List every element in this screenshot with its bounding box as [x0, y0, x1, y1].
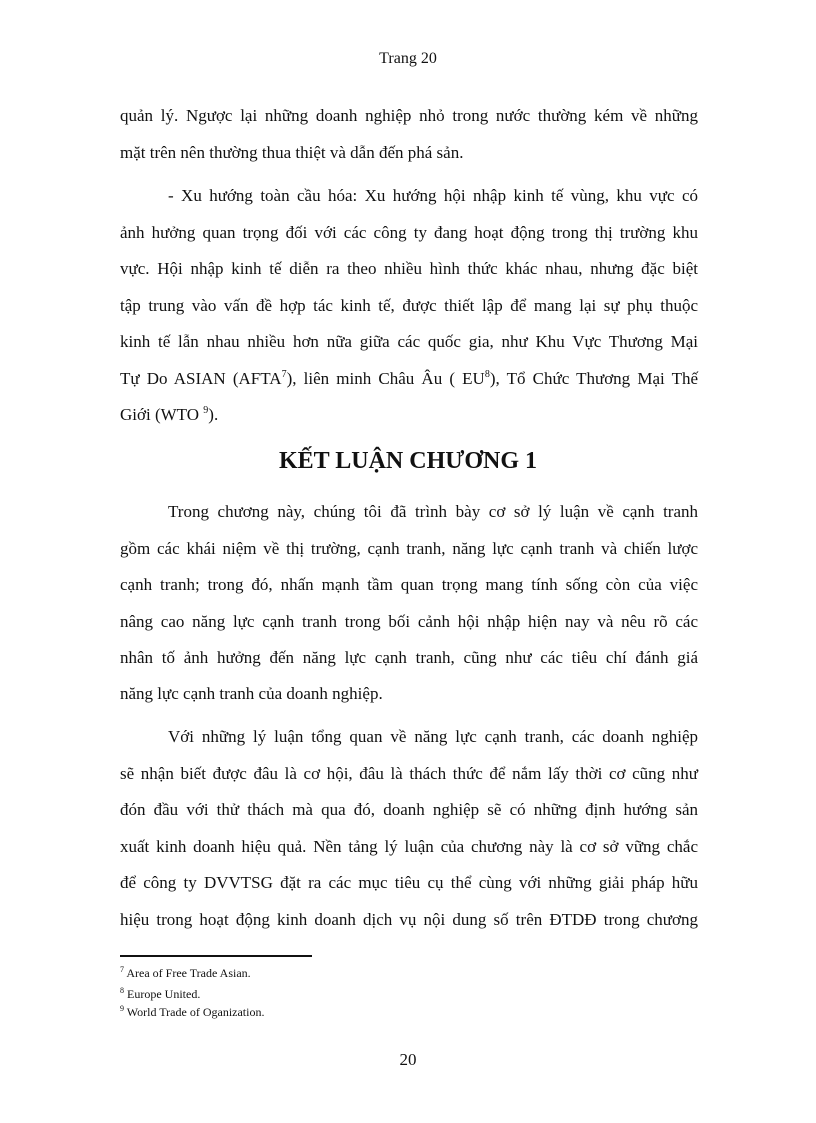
- body-text-line: mặt trên nên thường thua thiệt và dẫn đến phá sản.: [120, 143, 464, 162]
- body-text-line: gồm các khái niệm về thị trường, cạnh tranh, năng lực cạnh tranh và chiến lược: [120, 539, 698, 558]
- body-text-line: hiệu trong hoạt động kinh doanh dịch vụ nội dung số trên ĐTDĐ trong chương: [120, 910, 698, 929]
- chapter-conclusion-heading: KẾT LUẬN CHƯƠNG 1: [278, 448, 538, 474]
- body-text-line: Với những lý luận tổng quan về năng lực cạnh tranh, các doanh nghiệp: [168, 727, 698, 746]
- body-text-line: nhân tố ảnh hưởng đến năng lực cạnh tranh, cũng như các tiêu chí đánh giá: [120, 648, 698, 667]
- body-text-line: quản lý. Ngược lại những doanh nghiệp nhỏ trong nước thường kém về những: [120, 106, 698, 125]
- footnote-ref-8[interactable]: 8: [484, 369, 490, 380]
- text-segment: ).: [208, 405, 219, 424]
- body-text-line: để công ty DVVTSG đặt ra các mục tiêu cụ thể cùng với những giải pháp hữu: [120, 873, 698, 892]
- body-text-line: ảnh hưởng quan trọng đối với các công ty đang hoạt động trong thị trường khu: [120, 223, 698, 242]
- body-text-line: [120, 403, 698, 427]
- footnote-number: 9: [120, 1004, 124, 1013]
- body-text-line: xuất kinh doanh hiệu quả. Nền tảng lý luận của chương này là cơ sở vững chắc: [120, 837, 698, 856]
- body-text-line: sẽ nhận biết được đâu là cơ hội, đâu là thách thức để nắm lấy thời cơ cũng như: [120, 764, 698, 783]
- footnote-ref-7[interactable]: 7: [281, 369, 287, 380]
- body-text-line: cạnh tranh; trong đó, nhấn mạnh tầm quan trọng mang tính sống còn của việc: [120, 575, 698, 594]
- body-text-line: tập trung vào vấn đề hợp tác kinh tế, được thiết lập để mang lại sự phụ thuộc: [120, 296, 698, 315]
- body-text-line: nâng cao năng lực cạnh tranh trong bối cảnh hội nhập hiện nay và nêu rõ các: [120, 612, 698, 631]
- footnote-separator: [120, 955, 312, 957]
- body-text-line: vực. Hội nhập kinh tế diễn ra theo nhiều hình thức khác nhau, nhưng đặc biệt: [120, 259, 698, 278]
- footnote-text: World Trade of Oganization.: [126, 1005, 265, 1019]
- body-text-line: năng lực cạnh tranh của doanh nghiệp.: [120, 684, 383, 703]
- footnote-8: [120, 987, 200, 1001]
- running-header: Trang 20: [379, 50, 437, 67]
- body-text-line: đón đầu với thử thách mà qua đó, doanh nghiệp sẽ có những định hướng sản: [120, 800, 698, 819]
- text-segment: Giới (WTO: [120, 405, 204, 424]
- text-segment: ), liên minh Châu Âu ( EU: [286, 369, 485, 388]
- footnote-7: [120, 966, 251, 980]
- text-segment: Tự Do ASIAN (AFTA: [120, 369, 282, 388]
- body-text-line: Trong chương này, chúng tôi đã trình bày cơ sở lý luận về cạnh tranh: [168, 502, 698, 521]
- footnote-text: Europe United.: [127, 987, 201, 1001]
- body-text-line: [120, 367, 698, 391]
- page-number: 20: [399, 1050, 417, 1069]
- footnote-number: 7: [120, 965, 124, 974]
- text-segment: ), Tổ Chức Thương Mại Thế: [489, 369, 699, 388]
- footnote-ref-9[interactable]: 9: [203, 405, 209, 416]
- footnote-number: 8: [120, 986, 124, 995]
- body-text-line: - Xu hướng toàn cầu hóa: Xu hướng hội nhập kinh tế vùng, khu vực có: [168, 186, 698, 205]
- footnote-text: Area of Free Trade Asian.: [126, 966, 251, 980]
- body-text-line: kinh tế lẫn nhau nhiều hơn nữa giữa các quốc gia, như Khu Vực Thương Mại: [120, 332, 698, 351]
- footnote-9: [120, 1005, 264, 1019]
